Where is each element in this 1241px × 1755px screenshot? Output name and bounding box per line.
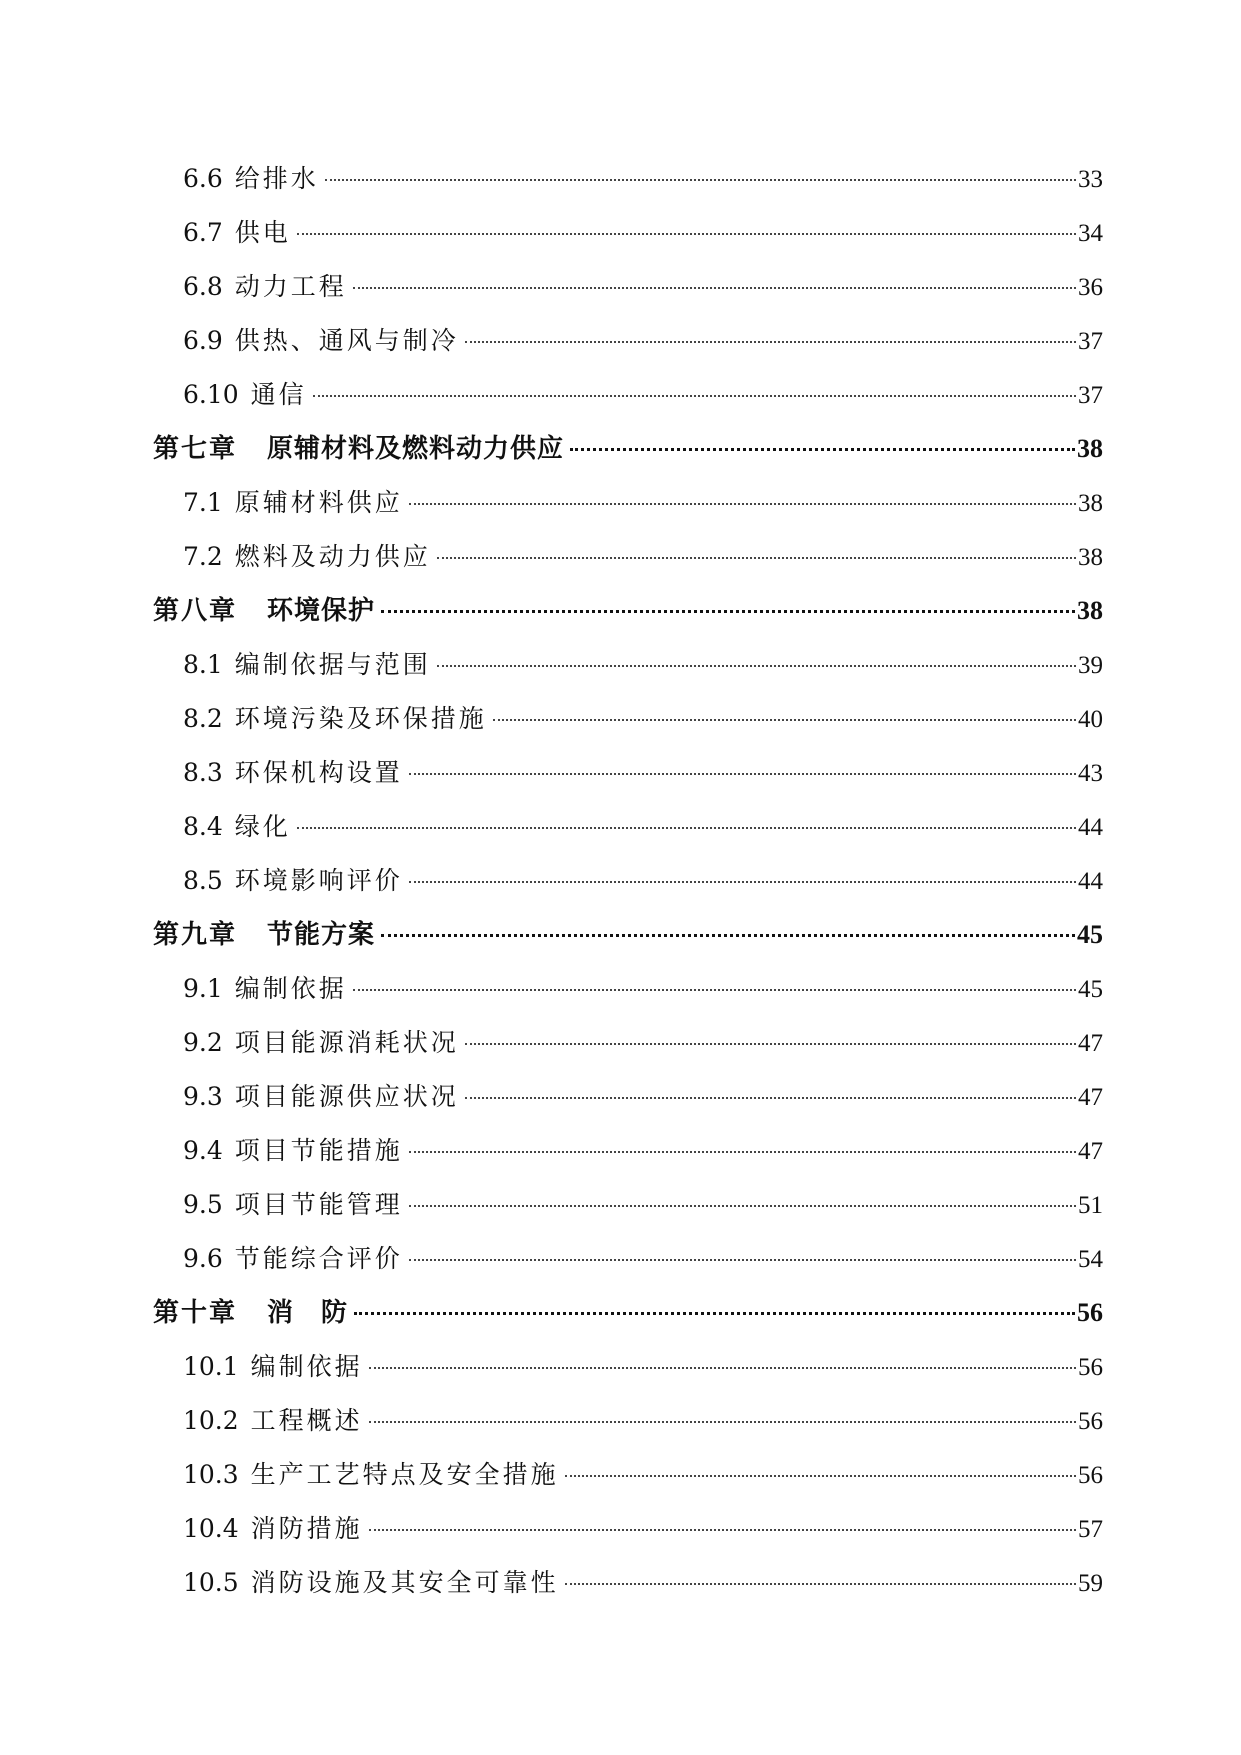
toc-page-number: 45: [1078, 976, 1103, 1003]
toc-entry-title: 项目能源消耗状况: [234, 1028, 459, 1057]
toc-section-entry[interactable]: [153, 1448, 1103, 1502]
toc-dot-leader: [437, 665, 1076, 667]
toc-section-entry[interactable]: [153, 962, 1103, 1016]
toc-page-number: 51: [1078, 1192, 1103, 1219]
toc-entry-number: 第九章: [153, 920, 238, 950]
toc-page-number: 59: [1078, 1570, 1103, 1597]
toc-entry-title: 消防设施及其安全可靠性: [250, 1568, 559, 1597]
toc-entry-number: 8.2: [183, 704, 223, 733]
toc-section-entry[interactable]: [153, 1556, 1103, 1610]
toc-entry-number: 7.2: [183, 542, 223, 571]
toc-entry-title: 供电: [234, 218, 291, 247]
toc-entry-number: 6.8: [183, 272, 223, 301]
toc-section-entry[interactable]: [153, 1016, 1103, 1070]
toc-dot-leader: [381, 934, 1075, 937]
toc-dot-leader: [465, 341, 1076, 343]
toc-entry-title: 环保机构设置: [234, 758, 403, 787]
toc-page-number: 38: [1077, 434, 1103, 463]
toc-section-entry[interactable]: [153, 746, 1103, 800]
toc-entry-number: 第七章: [153, 434, 238, 464]
toc-dot-leader: [409, 503, 1076, 505]
toc-section-entry[interactable]: [153, 1340, 1103, 1394]
toc-entry-title: 节能综合评价: [234, 1244, 403, 1273]
toc-page-number: 37: [1078, 328, 1103, 355]
toc-section-entry[interactable]: [153, 206, 1103, 260]
toc-entry-title: 燃料及动力供应: [234, 542, 431, 571]
toc-page-number: 56: [1078, 1408, 1103, 1435]
toc-page-number: 56: [1077, 1298, 1103, 1327]
toc-entry-title: 环境保护: [267, 596, 376, 626]
toc-page-number: 38: [1078, 544, 1103, 571]
toc-dot-leader: [565, 1475, 1076, 1477]
toc-page-number: 47: [1078, 1030, 1103, 1057]
toc-entry-title: 编制依据: [234, 974, 347, 1003]
toc-dot-leader: [465, 1043, 1076, 1045]
toc-page-number: 44: [1078, 814, 1103, 841]
toc-entry-number: 9.4: [183, 1136, 223, 1165]
toc-entry-number: 9.3: [183, 1082, 223, 1111]
toc-page-number: 34: [1078, 220, 1103, 247]
toc-page-number: 56: [1078, 1354, 1103, 1381]
toc-chapter-entry[interactable]: [153, 422, 1103, 476]
toc-entry-number: 10.1: [183, 1352, 239, 1381]
toc-section-entry[interactable]: [153, 530, 1103, 584]
toc-entry-title: 生产工艺特点及安全措施: [250, 1460, 559, 1489]
toc-entry-title: 环境污染及环保措施: [234, 704, 487, 733]
toc-entry-number: 10.2: [183, 1406, 239, 1435]
toc-page-number: 37: [1078, 382, 1103, 409]
toc-entry-number: 9.2: [183, 1028, 223, 1057]
toc-page-number: 40: [1078, 706, 1103, 733]
toc-dot-leader: [409, 773, 1076, 775]
toc-entry-number: 第十章: [153, 1298, 238, 1328]
toc-entry-title: 供热、通风与制冷: [234, 326, 459, 355]
toc-entry-title: 原辅材料及燃料动力供应: [267, 434, 565, 464]
toc-section-entry[interactable]: [153, 1178, 1103, 1232]
toc-page-number: 54: [1078, 1246, 1103, 1273]
toc-dot-leader: [409, 881, 1076, 883]
toc-section-entry[interactable]: [153, 1070, 1103, 1124]
toc-entry-number: 10.4: [183, 1514, 239, 1543]
toc-dot-leader: [369, 1529, 1076, 1531]
toc-dot-leader: [381, 610, 1075, 613]
toc-dot-leader: [313, 395, 1076, 397]
toc-entry-number: 7.1: [183, 488, 223, 517]
toc-entry-number: 10.5: [183, 1568, 239, 1597]
toc-dot-leader: [353, 989, 1076, 991]
toc-chapter-entry[interactable]: [153, 908, 1103, 962]
toc-dot-leader: [297, 233, 1076, 235]
toc-section-entry[interactable]: [153, 314, 1103, 368]
toc-page-number: 57: [1078, 1516, 1103, 1543]
toc-page-number: 56: [1078, 1462, 1103, 1489]
toc-dot-leader: [369, 1421, 1076, 1423]
toc-page-number: 43: [1078, 760, 1103, 787]
toc-entry-number: 6.6: [183, 164, 223, 193]
toc-entry-title: 节能方案: [267, 920, 376, 950]
toc-page-number: 38: [1077, 596, 1103, 625]
toc-page-number: 44: [1078, 868, 1103, 895]
toc-entry-title: 绿化: [234, 812, 291, 841]
toc-entry-title: 原辅材料供应: [234, 488, 403, 517]
toc-entry-title: 给排水: [234, 164, 319, 193]
toc-section-entry[interactable]: [153, 638, 1103, 692]
toc-entry-title: 环境影响评价: [234, 866, 403, 895]
toc-section-entry[interactable]: [153, 800, 1103, 854]
toc-dot-leader: [465, 1097, 1076, 1099]
toc-section-entry[interactable]: [153, 1124, 1103, 1178]
toc-entry-title: 项目能源供应状况: [234, 1082, 459, 1111]
toc-page-number: 45: [1077, 920, 1103, 949]
toc-entry-title: 动力工程: [234, 272, 347, 301]
toc-page-number: 36: [1078, 274, 1103, 301]
toc-dot-leader: [409, 1151, 1076, 1153]
toc-dot-leader: [565, 1583, 1076, 1585]
toc-dot-leader: [325, 179, 1076, 181]
toc-dot-leader: [570, 448, 1075, 451]
toc-section-entry[interactable]: [153, 692, 1103, 746]
toc-section-entry[interactable]: [153, 476, 1103, 530]
toc-entry-number: 6.9: [183, 326, 223, 355]
toc-entry-number: 9.6: [183, 1244, 223, 1273]
toc-page-number: 33: [1078, 166, 1103, 193]
toc-section-entry[interactable]: [153, 1232, 1103, 1286]
toc-entry-number: 10.3: [183, 1460, 239, 1489]
toc-entry-title: 编制依据与范围: [234, 650, 431, 679]
toc-page-number: 38: [1078, 490, 1103, 517]
toc-entry-title: 项目节能管理: [234, 1190, 403, 1219]
toc-entry-title: 编制依据: [250, 1352, 363, 1381]
toc-page-number: 39: [1078, 652, 1103, 679]
toc-dot-leader: [369, 1367, 1076, 1369]
toc-entry-number: 8.4: [183, 812, 223, 841]
toc-chapter-entry[interactable]: [153, 584, 1103, 638]
toc-section-entry[interactable]: [153, 368, 1103, 422]
toc-entry-number: 第八章: [153, 596, 238, 626]
toc-section-entry[interactable]: [153, 854, 1103, 908]
toc-section-entry[interactable]: [153, 260, 1103, 314]
toc-entry-number: 9.5: [183, 1190, 223, 1219]
toc-dot-leader: [353, 287, 1076, 289]
toc-dot-leader: [297, 827, 1076, 829]
toc-entry-number: 8.5: [183, 866, 223, 895]
toc-chapter-entry[interactable]: [153, 1286, 1103, 1340]
toc-section-entry[interactable]: [153, 1394, 1103, 1448]
toc-page-number: 47: [1078, 1084, 1103, 1111]
toc-entry-title: 消防措施: [250, 1514, 363, 1543]
toc-dot-leader: [409, 1205, 1076, 1207]
toc-section-entry[interactable]: [153, 1502, 1103, 1556]
toc-entry-number: 8.1: [183, 650, 223, 679]
toc-dot-leader: [493, 719, 1076, 721]
toc-page-number: 47: [1078, 1138, 1103, 1165]
toc-entry-title: 工程概述: [250, 1406, 363, 1435]
toc-entry-number: 6.7: [183, 218, 223, 247]
toc-dot-leader: [437, 557, 1076, 559]
toc-entry-title: 通信: [250, 380, 307, 409]
toc-section-entry[interactable]: [153, 152, 1103, 206]
toc-entry-title: 消 防: [267, 1298, 349, 1328]
toc-entry-number: 9.1: [183, 974, 223, 1003]
table-of-contents: [153, 152, 1103, 1610]
toc-dot-leader: [354, 1312, 1075, 1315]
toc-entry-number: 8.3: [183, 758, 223, 787]
toc-entry-title: 项目节能措施: [234, 1136, 403, 1165]
toc-dot-leader: [409, 1259, 1076, 1261]
toc-entry-number: 6.10: [183, 380, 239, 409]
